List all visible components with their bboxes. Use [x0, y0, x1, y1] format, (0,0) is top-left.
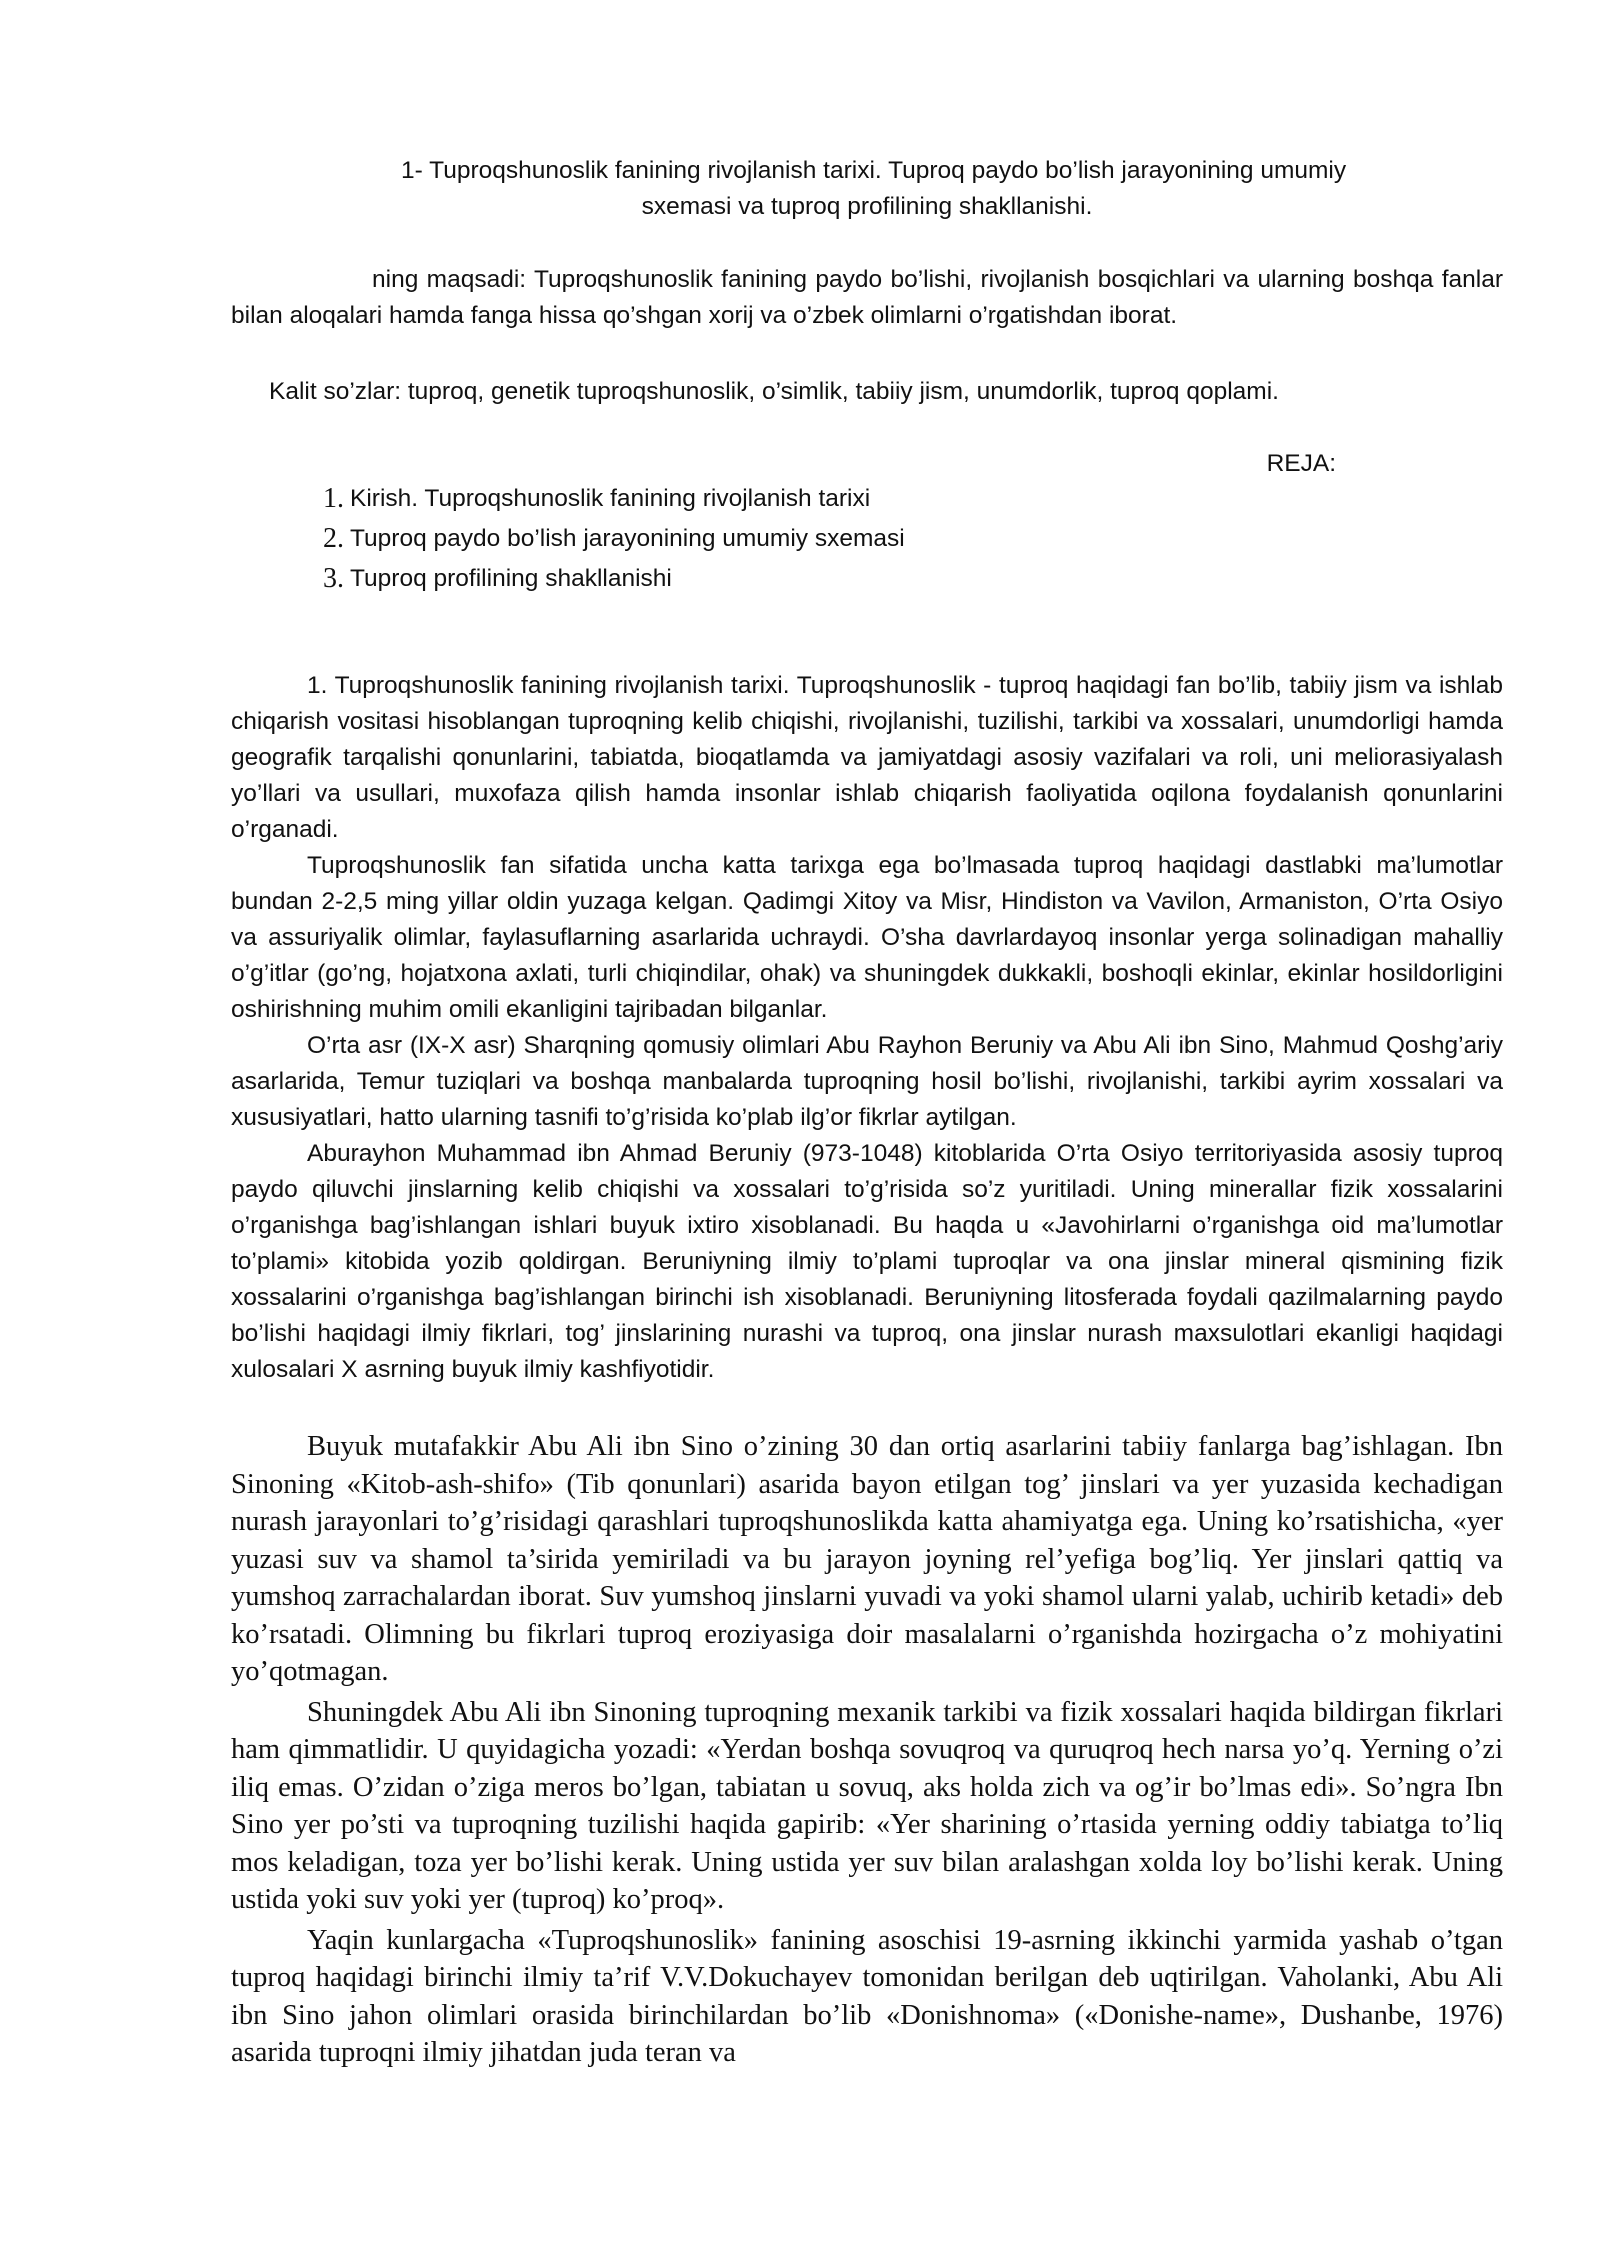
plan-item-text: Tuproq profilining shakllanishi	[350, 565, 672, 592]
plan-item-number: 3.	[323, 563, 344, 594]
title-line-1: 1- Tuproqshunoslik fanining rivojlanish tarixi. Tuproq paydo bo’lish jarayonining umumiy	[401, 157, 1347, 184]
goal-paragraph: ning maqsadi: Tuproqshunoslik fanining paydo bo’lishi, rivojlanish bosqichlari va ularning boshqa fanlar bilan aloqalari hamda fanga hissa qo’shgan xorij va o’zbek olimlarni o’rgatishdan iborat.	[231, 266, 1503, 329]
body-paragraph: 1. Tuproqshunoslik fanining rivojlanish tarixi. Tuproqshunoslik - tuproq haqidagi fan bo’lib, tabiiy jism va ishlab chiqarish vositasi hisoblangan tuproqning kelib chiqishi, rivojlanishi, tuzilishi, tarkibi va xossalari, unumdorligi hamda geografik tarqalishi qonunlarini, tabiatda, bioqatlamda va jamiyatdagi asosiy vazifalari va roli, uni meliorasiyalash yo’llari va usullari, muxofaza qilish hamda insonlar ishlab chiqarish faoliyatida oqilona foydalanish qonunlarini o’rganadi.	[231, 672, 1503, 843]
plan-item	[314, 479, 905, 519]
body-section-serif	[231, 1428, 1503, 2072]
plan-item-text: Tuproq paydo bo’lish jarayonining umumiy sxemasi	[350, 525, 905, 552]
body-paragraph: O’rta asr (IX-X asr) Sharqning qomusiy olimlari Abu Rayhon Beruniy va Abu Ali ibn Sino, Mahmud Qoshg’ariy asarlarida, Temur tuziqlari va boshqa manbalarda tuproqning hosil bo’lishi, rivojlanishi, tarkibi ayrim xossalari va xususiyatlari, hatto ularning tasnifi to’g’risida ko’plab ilg’or fikrlar aytilgan.	[231, 1032, 1503, 1131]
body-paragraph: Yaqin kunlargacha «Tuproqshunoslik» fanining asoschisi 19-asrning ikkinchi yarmida yashab o’tgan tuproq haqidagi birinchi ilmiy ta’rif V.V.Dokuchayev tomonidan berilgan deb uqtirilgan. Vaholanki, Abu Ali ibn Sino jahon olimlari orasida birinchilardan bo’lib «Donishnoma» («Donishe-name», Dushanbe, 1976) asarida tuproqni ilmiy jihatdan juda teran va	[231, 1924, 1503, 2068]
plan-list	[314, 479, 905, 599]
plan-item-number: 2.	[323, 523, 344, 554]
plan-item	[314, 519, 905, 559]
document-title	[231, 153, 1503, 225]
body-paragraph: Shuningdek Abu Ali ibn Sinoning tuproqning mexanik tarkibi va fizik xossalari haqida bildirgan fikrlari ham qimmatlidir. U quyidagicha yozadi: «Yerdan boshqa sovuqroq va quruqroq hech narsa yo’q. Yerning o’zi iliq emas. O’zidan o’ziga meros bo’lgan, tabiatan u sovuq, aks holda zich va og’ir bo’lmas edi». So’ngra Ibn Sino yer po’sti va tuproqning tuzilishi haqida gapirib: «Yer sharining o’rtasida yerning oddiy tabiatga to’liq mos keladigan, toza yer bo’lishi kerak. Uning ustida yer suv bilan aralashgan xolda loy bo’lishi kerak. Uning ustida yoki suv yoki yer (tuproq) ko’proq».	[231, 1696, 1503, 1915]
plan-item-text: Kirish. Tuproqshunoslik fanining rivojlanish tarixi	[350, 485, 871, 512]
body-paragraph: Aburayhon Muhammad ibn Ahmad Beruniy (973-1048) kitoblarida O’rta Osiyo territoriyasida asosiy tuproq paydo qiluvchi jinslarning kelib chiqishi va xossalari to’g’risida so’z yuritiladi. Uning minerallar fizik xossalarini o’rganishga bag’ishlangan ishlari buyuk ixtiro xisoblanadi. Bu haqda u «Javohirlarni o’rganishga oid ma’lumotlar to’plami» kitobida yozib qoldirgan. Beruniyning ilmiy to’plami tuproqlar va ona jinslar mineral qismining fizik xossalarini o’rganishga bag’ishlangan birinchi ish xisoblanadi. Beruniyning litosferada foydali qazilmalarning paydo bo’lishi haqidagi ilmiy fikrlari, tog’ jinslarining nurashi va tuproq, ona jinslar nurash maxsulotlari ekanligi haqidagi xulosalari X asrning buyuk ilmiy kashfiyotidir.	[231, 1140, 1503, 1383]
body-paragraph: Buyuk mutafakkir Abu Ali ibn Sino o’zining 30 dan ortiq asarlarini tabiiy fanlarga bag’ishlagan. Ibn Sinoning «Kitob-ash-shifo» (Tib qonunlari) asarida bayon etilgan tog’ jinslari va yer yuzasida kechadigan nurash jarayonlari to’g’risidagi qarashlari tuproqshunoslikda katta ahamiyatga ega. Uning ko’rsatishicha, «yer yuzasi suv va shamol ta’sirida yemiriladi va bu jarayon joyning rel’yefiga bog’liq. Yer jinslari qattiq va yumshoq zarrachalardan iborat. Suv yumshoq jinslarni yuvadi va yoki shamol ularni yalab, uchirib ketadi» deb ko’rsatadi. Olimning bu fikrlari tuproq eroziyasiga doir masalalarni o’rganishda hozirgacha o’z mohiyatini yo’qotmagan.	[231, 1431, 1503, 1687]
plan-item	[314, 559, 905, 599]
title-line-2: sxemasi va tuproq profilining shakllanishi.	[641, 193, 1093, 220]
keywords-line: Kalit so’zlar: tuproq, genetik tuproqshunoslik, o’simlik, tabiiy jism, unumdorlik, tuproq qoplami.	[269, 378, 1279, 405]
body-paragraph: Tuproqshunoslik fan sifatida uncha katta tarixga ega bo’lmasada tuproq haqidagi dastlabki ma’lumotlar bundan 2-2,5 ming yillar oldin yuzaga kelgan. Qadimgi Xitoy va Misr, Hindiston va Vavilon, Armaniston, O’rta Osiyo va assuriyalik olimlar, faylasuflarning asarlarida uchraydi. O’sha davrlardayoq insonlar yerga solinadigan mahalliy o’g’itlar (go’ng, hojatxona axlati, turli chiqindilar, ohak) va shuningdek dukkakli, boshoqli ekinlar, ekinlar hosildorligini oshirishning muhim omili ekanligini tajribadan bilganlar.	[231, 852, 1503, 1023]
plan-item-number: 1.	[323, 483, 344, 514]
plan-heading: REJA:	[1266, 450, 1336, 477]
body-section-sans	[231, 668, 1503, 1388]
